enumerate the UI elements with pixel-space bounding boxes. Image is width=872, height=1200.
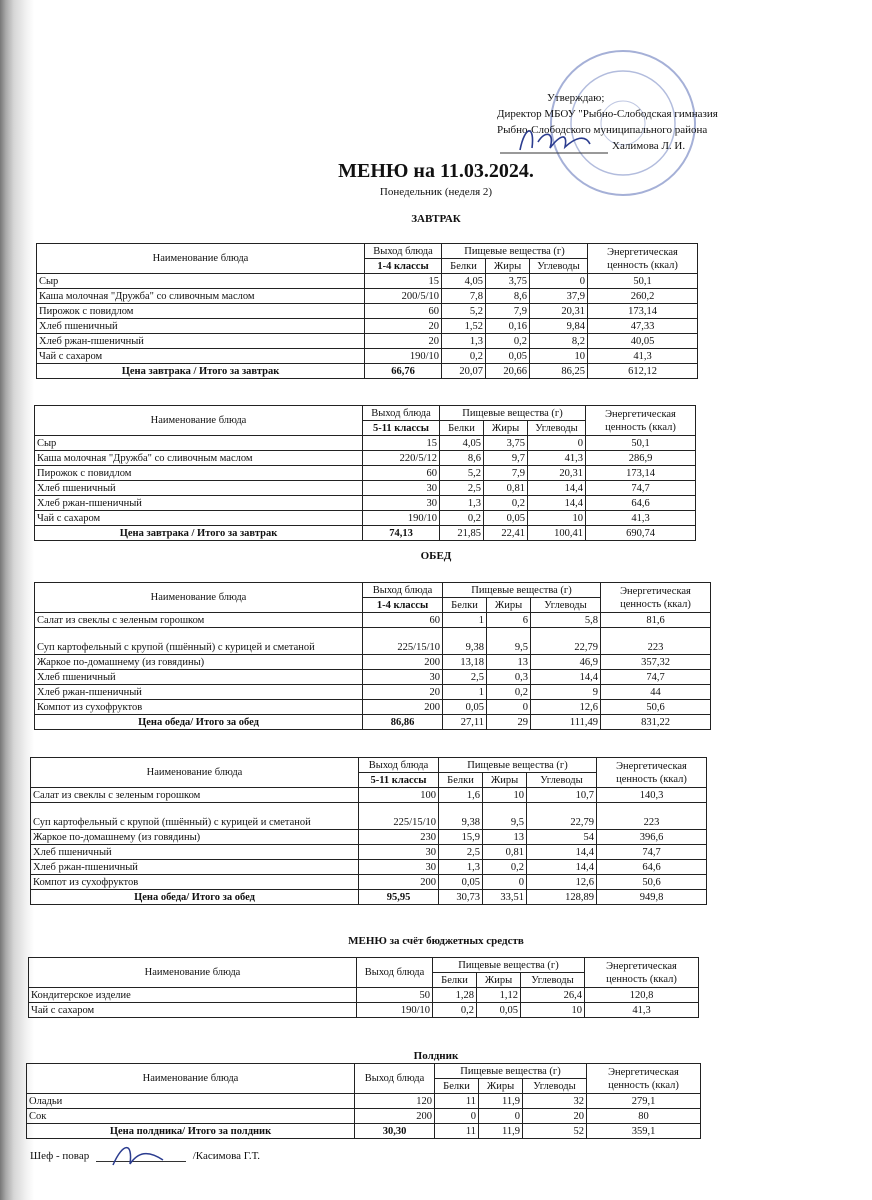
dish-name: Хлеб пшеничный [37, 319, 365, 334]
dish-fat: 7,9 [486, 304, 530, 319]
dish-fat: 0,05 [486, 349, 530, 364]
header-class-group: 5-11 классы [363, 421, 440, 436]
dish-energy: 44 [601, 685, 711, 700]
table-row [35, 511, 696, 526]
dish-carbs: 54 [527, 830, 597, 845]
dish-name: Хлеб ржан-пшеничный [35, 496, 363, 511]
page-subtitle: Понедельник (неделя 2) [379, 186, 493, 198]
total-label: Цена обеда/ Итого за обед [35, 715, 363, 730]
dish-fat: 0,3 [487, 670, 531, 685]
dish-energy: 41,3 [585, 1003, 699, 1018]
table-row [29, 1003, 699, 1018]
dish-carbs: 22,79 [531, 628, 601, 655]
dish-fat: 0,2 [486, 334, 530, 349]
header-carbs: Углеводы [528, 421, 586, 436]
dish-carbs: 37,9 [530, 289, 588, 304]
dish-energy: 50,6 [597, 875, 707, 890]
dish-protein: 5,2 [442, 304, 486, 319]
header-energy: Энергетическая ценность (ккал) [587, 1064, 701, 1094]
dish-fat: 0,81 [484, 481, 528, 496]
header-class-group: 5-11 классы [359, 773, 439, 788]
table-row [35, 700, 711, 715]
dish-name: Компот из сухофруктов [35, 700, 363, 715]
dish-fat: 9,5 [483, 803, 527, 830]
dish-protein: 1,3 [439, 860, 483, 875]
dish-fat: 11,9 [479, 1094, 523, 1109]
dish-fat: 0,81 [483, 845, 527, 860]
dish-energy: 80 [587, 1109, 701, 1124]
dish-energy: 40,05 [588, 334, 698, 349]
dish-fat: 8,6 [486, 289, 530, 304]
dish-fat: 7,9 [484, 466, 528, 481]
dish-carbs: 26,4 [521, 988, 585, 1003]
dish-fat: 3,75 [486, 274, 530, 289]
table-row [31, 830, 707, 845]
dish-name: Суп картофельный с крупой (пшённый) с курицей и сметаной [31, 803, 359, 830]
table-row [31, 860, 707, 875]
total-label: Цена завтрака / Итого за завтрак [35, 526, 363, 541]
dish-yield: 20 [365, 319, 442, 334]
dish-yield: 50 [357, 988, 433, 1003]
total-price: 66,76 [365, 364, 442, 379]
chef-name: /Касимова Г.Т. [192, 1150, 261, 1162]
table-row [31, 845, 707, 860]
total-label: Цена обеда/ Итого за обед [31, 890, 359, 905]
dish-protein: 1,52 [442, 319, 486, 334]
dish-energy: 41,3 [588, 349, 698, 364]
dish-energy: 50,1 [586, 436, 696, 451]
dish-name: Жаркое по-домашнему (из говядины) [35, 655, 363, 670]
snack-table [26, 1063, 701, 1139]
total-protein: 30,73 [439, 890, 483, 905]
dish-energy: 140,3 [597, 788, 707, 803]
dish-carbs: 20,31 [530, 304, 588, 319]
table-row [27, 1094, 701, 1109]
header-dish-name: Наименование блюда [35, 583, 363, 613]
dish-yield: 225/15/10 [363, 628, 443, 655]
dish-name: Сыр [37, 274, 365, 289]
budget-section-title: МЕНЮ за счёт бюджетных средств [348, 935, 524, 947]
dish-carbs: 10 [521, 1003, 585, 1018]
dish-energy: 286,9 [586, 451, 696, 466]
dish-name: Компот из сухофруктов [31, 875, 359, 890]
table-row [35, 451, 696, 466]
chef-signature [108, 1140, 168, 1170]
budget-table [28, 957, 699, 1018]
approval-line-1: Утверждаю; [547, 92, 605, 104]
dish-protein: 1,6 [439, 788, 483, 803]
table-row [29, 988, 699, 1003]
header-protein: Белки [440, 421, 484, 436]
table-row [37, 349, 698, 364]
dish-yield: 200 [359, 875, 439, 890]
dish-carbs: 14,4 [531, 670, 601, 685]
dish-yield: 30 [363, 496, 440, 511]
total-carbs: 86,25 [530, 364, 588, 379]
total-fat: 20,66 [486, 364, 530, 379]
table-row [35, 466, 696, 481]
dish-yield: 190/10 [357, 1003, 433, 1018]
total-carbs: 52 [523, 1124, 587, 1139]
dish-energy: 120,8 [585, 988, 699, 1003]
header-fat: Жиры [484, 421, 528, 436]
lunch-t2-table [30, 757, 707, 905]
header-yield: Выход блюда [359, 758, 439, 773]
dish-protein: 9,38 [439, 803, 483, 830]
header-dish-name: Наименование блюда [27, 1064, 355, 1094]
header-nutrients: Пищевые вещества (г) [443, 583, 601, 598]
table-row [37, 304, 698, 319]
header-yield: Выход блюда [363, 583, 443, 598]
header-nutrients: Пищевые вещества (г) [435, 1064, 587, 1079]
dish-yield: 190/10 [365, 349, 442, 364]
dish-carbs: 46,9 [531, 655, 601, 670]
lunch-section-title: ОБЕД [420, 550, 452, 562]
table-row [35, 613, 711, 628]
dish-carbs: 0 [530, 274, 588, 289]
total-carbs: 111,49 [531, 715, 601, 730]
total-energy: 831,22 [601, 715, 711, 730]
total-row [35, 715, 711, 730]
dish-yield: 230 [359, 830, 439, 845]
dish-energy: 260,2 [588, 289, 698, 304]
dish-protein: 4,05 [440, 436, 484, 451]
dish-carbs: 12,6 [531, 700, 601, 715]
dish-protein: 1 [443, 613, 487, 628]
dish-fat: 0,05 [484, 511, 528, 526]
dish-carbs: 0 [528, 436, 586, 451]
dish-name: Салат из свеклы с зеленым горошком [35, 613, 363, 628]
dish-name: Суп картофельный с крупой (пшённый) с курицей и сметаной [35, 628, 363, 655]
total-price: 95,95 [359, 890, 439, 905]
dish-name: Хлеб пшеничный [35, 481, 363, 496]
dish-yield: 15 [363, 436, 440, 451]
dish-energy: 173,14 [586, 466, 696, 481]
header-carbs: Углеводы [523, 1079, 587, 1094]
dish-fat: 13 [483, 830, 527, 845]
dish-carbs: 5,8 [531, 613, 601, 628]
header-dish-name: Наименование блюда [31, 758, 359, 788]
dish-name: Хлеб ржан-пшеничный [37, 334, 365, 349]
total-price: 74,13 [363, 526, 440, 541]
header-energy: Энергетическая ценность (ккал) [586, 406, 696, 436]
dish-protein: 0,2 [442, 349, 486, 364]
total-row [27, 1124, 701, 1139]
approval-line-4: Халимова Л. И. [612, 140, 686, 152]
lunch-t1-table [34, 582, 711, 730]
breakfast-section-title: ЗАВТРАК [411, 213, 461, 225]
table-row [37, 319, 698, 334]
header-yield: Выход блюда [363, 406, 440, 421]
dish-protein: 0 [435, 1109, 479, 1124]
dish-yield: 20 [365, 334, 442, 349]
dish-carbs: 10 [528, 511, 586, 526]
dish-protein: 11 [435, 1094, 479, 1109]
dish-fat: 0,2 [487, 685, 531, 700]
dish-energy: 74,7 [586, 481, 696, 496]
dish-name: Чай с сахаром [35, 511, 363, 526]
dish-carbs: 10 [530, 349, 588, 364]
dish-energy: 47,33 [588, 319, 698, 334]
dish-energy: 74,7 [601, 670, 711, 685]
dish-protein: 2,5 [443, 670, 487, 685]
dish-energy: 64,6 [597, 860, 707, 875]
table-row [31, 788, 707, 803]
table-row [35, 655, 711, 670]
dish-protein: 2,5 [440, 481, 484, 496]
dish-name: Хлеб ржан-пшеничный [31, 860, 359, 875]
dish-carbs: 14,4 [527, 845, 597, 860]
table-row [35, 496, 696, 511]
header-fat: Жиры [477, 973, 521, 988]
table-row [35, 685, 711, 700]
table-row [31, 875, 707, 890]
total-row [31, 890, 707, 905]
header-nutrients: Пищевые вещества (г) [442, 244, 588, 259]
total-label: Цена завтрака / Итого за завтрак [37, 364, 365, 379]
dish-carbs: 14,4 [528, 496, 586, 511]
dish-fat: 0 [479, 1109, 523, 1124]
total-carbs: 128,89 [527, 890, 597, 905]
header-protein: Белки [442, 259, 486, 274]
header-carbs: Углеводы [531, 598, 601, 613]
header-class-group: 1-4 классы [365, 259, 442, 274]
header-fat: Жиры [486, 259, 530, 274]
dish-name: Каша молочная "Дружба" со сливочным маслом [35, 451, 363, 466]
header-dish-name: Наименование блюда [35, 406, 363, 436]
dish-fat: 13 [487, 655, 531, 670]
dish-yield: 20 [363, 685, 443, 700]
dish-fat: 0,16 [486, 319, 530, 334]
dish-energy: 357,32 [601, 655, 711, 670]
total-carbs: 100,41 [528, 526, 586, 541]
total-price: 30,30 [355, 1124, 435, 1139]
dish-fat: 9,5 [487, 628, 531, 655]
dish-name: Чай с сахаром [29, 1003, 357, 1018]
dish-carbs: 9,84 [530, 319, 588, 334]
dish-energy: 223 [601, 628, 711, 655]
dish-yield: 60 [363, 466, 440, 481]
approval-line-2: Директор МБОУ "Рыбно-Слободская гимназия [497, 108, 718, 120]
dish-name: Хлеб пшеничный [31, 845, 359, 860]
dish-protein: 1,28 [433, 988, 477, 1003]
header-yield: Выход блюда [357, 958, 433, 988]
dish-yield: 30 [359, 845, 439, 860]
dish-protein: 2,5 [439, 845, 483, 860]
dish-energy: 50,1 [588, 274, 698, 289]
total-energy: 949,8 [597, 890, 707, 905]
dish-yield: 200 [355, 1109, 435, 1124]
dish-yield: 30 [359, 860, 439, 875]
dish-carbs: 20,31 [528, 466, 586, 481]
total-row [35, 526, 696, 541]
dish-yield: 200 [363, 655, 443, 670]
breakfast-t1-table [36, 243, 698, 379]
dish-yield: 200/5/10 [365, 289, 442, 304]
header-class-group: 1-4 классы [363, 598, 443, 613]
page-title: МЕНЮ на 11.03.2024. [338, 160, 534, 182]
dish-protein: 7,8 [442, 289, 486, 304]
dish-protein: 15,9 [439, 830, 483, 845]
header-dish-name: Наименование блюда [29, 958, 357, 988]
dish-protein: 4,05 [442, 274, 486, 289]
dish-carbs: 22,79 [527, 803, 597, 830]
header-nutrients: Пищевые вещества (г) [433, 958, 585, 973]
dish-name: Пирожок с повидлом [35, 466, 363, 481]
dish-name: Сок [27, 1109, 355, 1124]
dish-yield: 15 [365, 274, 442, 289]
total-label: Цена полдника/ Итого за полдник [27, 1124, 355, 1139]
dish-name: Оладьи [27, 1094, 355, 1109]
total-fat: 22,41 [484, 526, 528, 541]
dish-fat: 0 [483, 875, 527, 890]
dish-protein: 0,05 [443, 700, 487, 715]
dish-yield: 100 [359, 788, 439, 803]
table-row [37, 334, 698, 349]
total-energy: 612,12 [588, 364, 698, 379]
table-row [31, 803, 707, 830]
header-protein: Белки [435, 1079, 479, 1094]
chef-label: Шеф - повар [30, 1150, 90, 1162]
header-nutrients: Пищевые вещества (г) [439, 758, 597, 773]
approval-line-3: Рыбно-Слободского муниципального района [497, 124, 708, 136]
dish-carbs: 10,7 [527, 788, 597, 803]
total-energy: 690,74 [586, 526, 696, 541]
total-protein: 20,07 [442, 364, 486, 379]
dish-yield: 225/15/10 [359, 803, 439, 830]
dish-protein: 0,05 [439, 875, 483, 890]
header-protein: Белки [439, 773, 483, 788]
dish-fat: 6 [487, 613, 531, 628]
dish-name: Пирожок с повидлом [37, 304, 365, 319]
header-fat: Жиры [483, 773, 527, 788]
table-row [35, 436, 696, 451]
header-carbs: Углеводы [527, 773, 597, 788]
dish-fat: 0 [487, 700, 531, 715]
total-protein: 21,85 [440, 526, 484, 541]
dish-name: Хлеб пшеничный [35, 670, 363, 685]
table-row [35, 670, 711, 685]
dish-yield: 190/10 [363, 511, 440, 526]
total-protein: 11 [435, 1124, 479, 1139]
dish-protein: 0,2 [433, 1003, 477, 1018]
header-energy: Энергетическая ценность (ккал) [601, 583, 711, 613]
dish-carbs: 8,2 [530, 334, 588, 349]
dish-energy: 173,14 [588, 304, 698, 319]
dish-yield: 60 [365, 304, 442, 319]
dish-energy: 81,6 [601, 613, 711, 628]
dish-name: Чай с сахаром [37, 349, 365, 364]
total-price: 86,86 [363, 715, 443, 730]
dish-fat: 0,05 [477, 1003, 521, 1018]
dish-protein: 8,6 [440, 451, 484, 466]
table-row [37, 289, 698, 304]
dish-protein: 1 [443, 685, 487, 700]
dish-name: Хлеб ржан-пшеничный [35, 685, 363, 700]
dish-carbs: 41,3 [528, 451, 586, 466]
header-energy: Энергетическая ценность (ккал) [597, 758, 707, 788]
dish-protein: 5,2 [440, 466, 484, 481]
header-nutrients: Пищевые вещества (г) [440, 406, 586, 421]
dish-name: Жаркое по-домашнему (из говядины) [31, 830, 359, 845]
dish-carbs: 32 [523, 1094, 587, 1109]
dish-energy: 64,6 [586, 496, 696, 511]
dish-energy: 74,7 [597, 845, 707, 860]
dish-protein: 13,18 [443, 655, 487, 670]
dish-energy: 396,6 [597, 830, 707, 845]
header-fat: Жиры [487, 598, 531, 613]
dish-fat: 3,75 [484, 436, 528, 451]
header-carbs: Углеводы [530, 259, 588, 274]
dish-fat: 0,2 [483, 860, 527, 875]
dish-protein: 0,2 [440, 511, 484, 526]
header-yield: Выход блюда [355, 1064, 435, 1094]
dish-energy: 279,1 [587, 1094, 701, 1109]
dish-protein: 9,38 [443, 628, 487, 655]
dish-fat: 9,7 [484, 451, 528, 466]
dish-energy: 41,3 [586, 511, 696, 526]
director-signature [500, 120, 610, 160]
dish-carbs: 14,4 [528, 481, 586, 496]
total-protein: 27,11 [443, 715, 487, 730]
dish-carbs: 12,6 [527, 875, 597, 890]
header-dish-name: Наименование блюда [37, 244, 365, 274]
header-protein: Белки [443, 598, 487, 613]
total-fat: 29 [487, 715, 531, 730]
dish-energy: 50,6 [601, 700, 711, 715]
dish-fat: 0,2 [484, 496, 528, 511]
dish-name: Каша молочная "Дружба" со сливочным маслом [37, 289, 365, 304]
total-fat: 11,9 [479, 1124, 523, 1139]
breakfast-t2-table [34, 405, 696, 541]
dish-yield: 30 [363, 670, 443, 685]
snack-section-title: Полдник [413, 1050, 459, 1062]
dish-name: Сыр [35, 436, 363, 451]
header-energy: Энергетическая ценность (ккал) [585, 958, 699, 988]
header-protein: Белки [433, 973, 477, 988]
header-yield: Выход блюда [365, 244, 442, 259]
dish-fat: 1,12 [477, 988, 521, 1003]
table-row [35, 481, 696, 496]
dish-yield: 60 [363, 613, 443, 628]
dish-yield: 220/5/12 [363, 451, 440, 466]
header-carbs: Углеводы [521, 973, 585, 988]
dish-fat: 10 [483, 788, 527, 803]
dish-name: Салат из свеклы с зеленым горошком [31, 788, 359, 803]
header-fat: Жиры [479, 1079, 523, 1094]
table-row [27, 1109, 701, 1124]
dish-yield: 30 [363, 481, 440, 496]
dish-protein: 1,3 [442, 334, 486, 349]
dish-energy: 223 [597, 803, 707, 830]
dish-protein: 1,3 [440, 496, 484, 511]
total-fat: 33,51 [483, 890, 527, 905]
dish-carbs: 20 [523, 1109, 587, 1124]
dish-yield: 200 [363, 700, 443, 715]
dish-carbs: 14,4 [527, 860, 597, 875]
table-row [35, 628, 711, 655]
total-row [37, 364, 698, 379]
total-energy: 359,1 [587, 1124, 701, 1139]
dish-carbs: 9 [531, 685, 601, 700]
table-row [37, 274, 698, 289]
dish-yield: 120 [355, 1094, 435, 1109]
header-energy: Энергетическая ценность (ккал) [588, 244, 698, 274]
dish-name: Кондитерское изделие [29, 988, 357, 1003]
